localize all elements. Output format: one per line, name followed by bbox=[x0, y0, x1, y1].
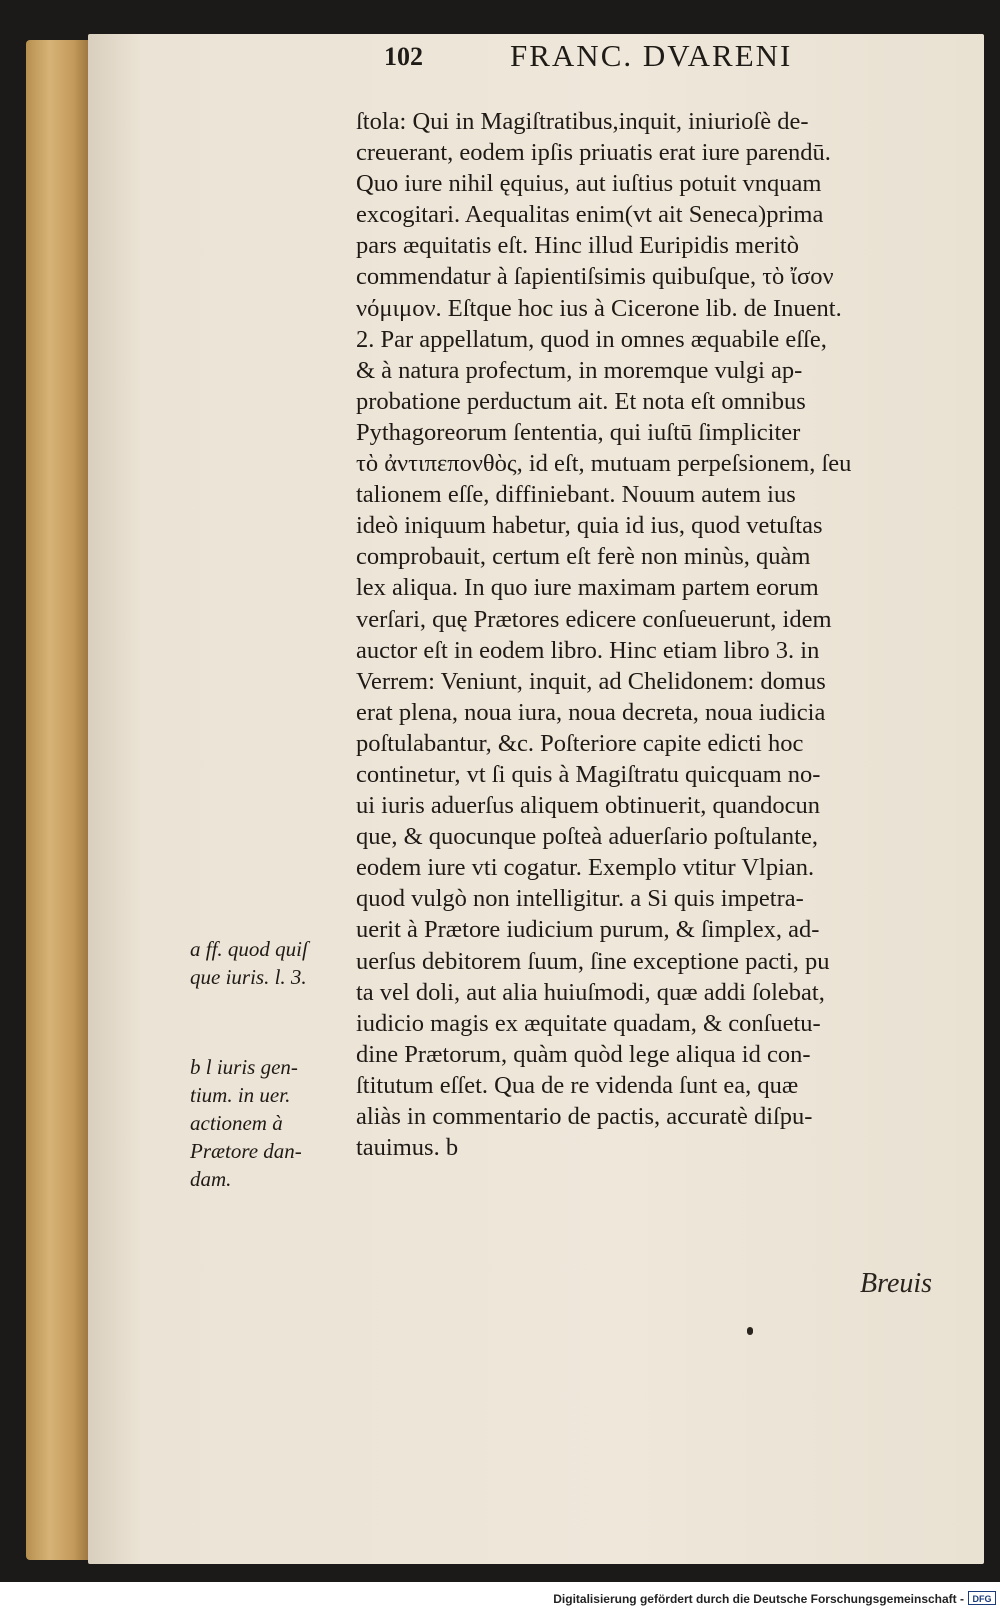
text-line: iudicio magis ex æquitate quadam, & conſuetu- bbox=[356, 1009, 821, 1037]
catchword: Breuis bbox=[860, 1268, 933, 1299]
text-line: ui iuris aduerſus aliquem obtinuerit, quandocun bbox=[356, 792, 821, 820]
page-header-title: FRANC. DVARENI bbox=[510, 38, 793, 73]
note-line: que iuris. l. 3. bbox=[190, 965, 307, 989]
note-line: b l iuris gen- bbox=[190, 1055, 298, 1079]
page-number: 102 bbox=[384, 42, 423, 71]
note-line: tium. in uer. bbox=[190, 1083, 291, 1107]
footer-credit: Digitalisierung gefördert durch die Deutsche Forschungsgemeinschaft - bbox=[553, 1592, 964, 1606]
marginal-note-a bbox=[190, 935, 360, 991]
text-line: aliàs in commentario de pactis, accuratè diſpu- bbox=[356, 1103, 813, 1130]
text-line: ſtitutum eſſet. Qua de re videnda ſunt ea, quæ bbox=[356, 1071, 799, 1099]
text-line: quod vulgò non intelligitur. a Si quis impetra- bbox=[356, 885, 804, 913]
text-line: uerſus debitorem ſuum, ſine exceptione pacti, pu bbox=[356, 947, 830, 975]
text-line: lex aliqua. In quo iure maximam partem eorum bbox=[356, 574, 819, 602]
note-line: actionem à bbox=[190, 1111, 283, 1135]
text-line: erat plena, noua iura, noua decreta, noua iudicia bbox=[356, 698, 826, 726]
text-line: νόμιμον. Eſtque hoc ius à Cicerone lib. de Inuent. bbox=[356, 294, 842, 322]
text-line: dine Prætorum, quàm quòd lege aliqua id con- bbox=[356, 1040, 811, 1068]
text-line: ideò iniquum habetur, quia id ius, quod vetuſtas bbox=[356, 512, 823, 540]
text-line: verſari, quę Prætores edicere conſueuerunt, idem bbox=[356, 605, 832, 633]
ink-mark bbox=[747, 1327, 753, 1335]
text-line: Pythagoreorum ſententia, qui iuſtū ſimpliciter bbox=[356, 418, 801, 446]
main-text-block bbox=[356, 106, 956, 1163]
text-line: comprobauit, certum eſt ferè non minùs, quàm bbox=[356, 543, 811, 571]
note-line: a ff. quod quiſ bbox=[190, 937, 308, 961]
text-line: que, & quocunque poſteà aduerſario poſtulante, bbox=[356, 823, 818, 851]
marginal-notes bbox=[190, 935, 360, 1193]
text-line: Quo iure nihil ęquius, aut iuſtius potuit vnquam bbox=[356, 170, 822, 198]
text-line: eodem iure vti cogatur. Exemplo vtitur Vlpian. bbox=[356, 854, 815, 882]
text-line: τὸ ἀντιπεπονθὸς, id eſt, mutuam perpeſsionem, ſeu bbox=[356, 450, 852, 478]
text-line: Verrem: Veniunt, inquit, ad Chelidonem: domus bbox=[356, 667, 826, 695]
text-line: uerit à Prætore iudicium purum, & ſimplex, ad- bbox=[356, 916, 820, 944]
text-line: pars æquitatis eſt. Hinc illud Euripidis meritò bbox=[356, 232, 799, 260]
text-line: 2. Par appellatum, quod in omnes æquabile eſſe, bbox=[356, 325, 827, 353]
text-line: auctor eſt in eodem libro. Hinc etiam libro 3. in bbox=[356, 636, 820, 664]
marginal-note-b bbox=[190, 1053, 360, 1193]
footer-bar bbox=[0, 1588, 1000, 1611]
text-line: poſtulabantur, &c. Poſteriore capite edicti hoc bbox=[356, 729, 804, 757]
text-line: commendatur à ſapientiſsimis quibuſque, τὸ ἴσον bbox=[356, 263, 834, 291]
text-line: creuerant, eodem ipſis priuatis erat iure parendū. bbox=[356, 139, 831, 167]
text-line: continetur, vt ſi quis à Magiſtratu quicquam no- bbox=[356, 760, 821, 788]
text-line: excogitari. Aequalitas enim(vt ait Seneca)prima bbox=[356, 201, 824, 229]
text-line: ta vel doli, aut alia huiuſmodi, quæ addi ſolebat, bbox=[356, 978, 825, 1006]
text-line: ſtola: Qui in Magiſtratibus,inquit, iniurioſè de- bbox=[356, 108, 809, 135]
running-head bbox=[300, 34, 880, 84]
text-line: & à natura profectum, in moremque vulgi ap- bbox=[356, 356, 803, 384]
note-line: Prætore dan- bbox=[190, 1139, 302, 1163]
dfg-logo-icon: DFG bbox=[968, 1591, 996, 1605]
note-line: dam. bbox=[190, 1167, 232, 1191]
book-page-edges bbox=[26, 40, 94, 1560]
text-line: tauimus. b bbox=[356, 1134, 459, 1162]
text-line: probatione perductum ait. Et nota eſt omnibus bbox=[356, 387, 806, 415]
text-line: talionem eſſe, diffiniebant. Nouum autem ius bbox=[356, 481, 796, 509]
